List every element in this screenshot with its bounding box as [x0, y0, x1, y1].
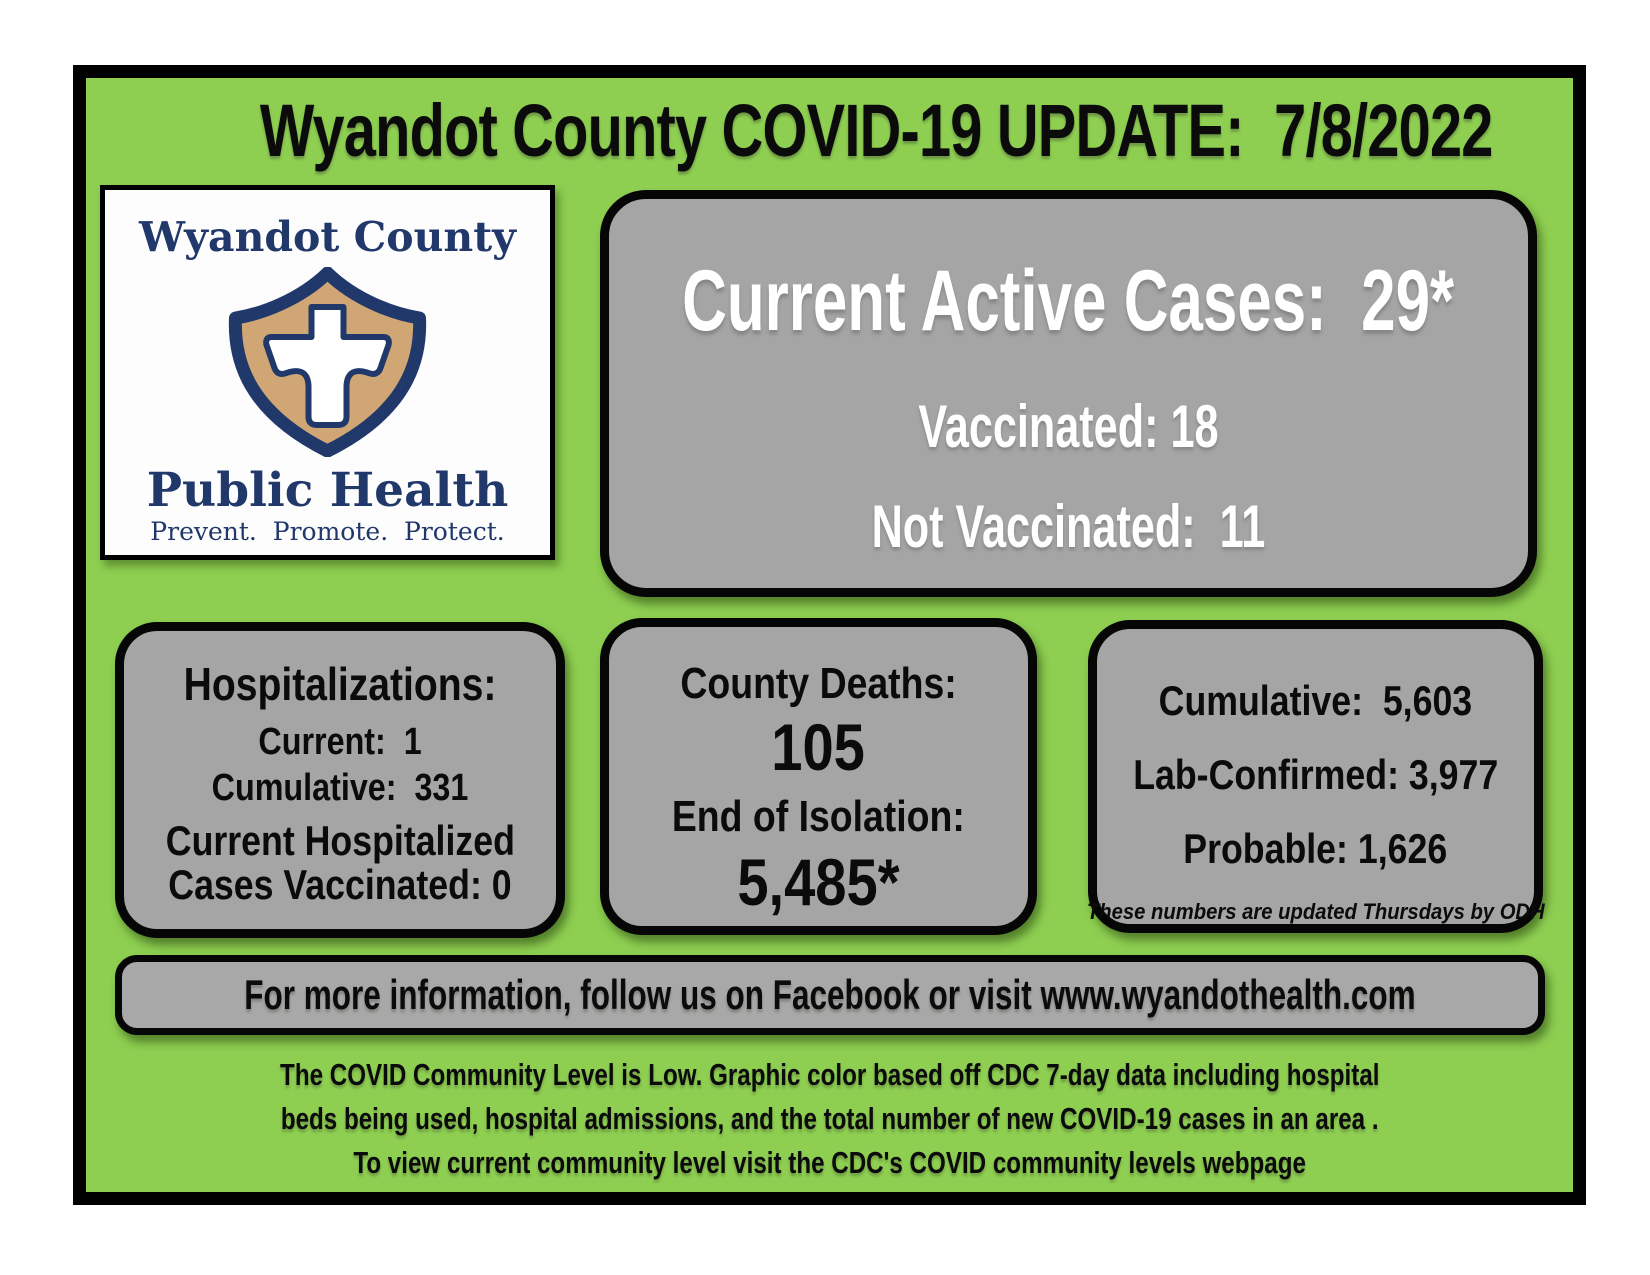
- end-of-isolation-label: End of Isolation:: [672, 792, 965, 841]
- info-bar-text: For more information, follow us on Facebook or visit www.wyandothealth.com: [244, 971, 1416, 1018]
- county-deaths-value: 105: [771, 710, 866, 784]
- note-line: beds being used, hospital admissions, and the total number of new COVID-19 cases in an area .: [280, 1101, 1379, 1136]
- deaths-isolation-card: [600, 618, 1037, 935]
- logo-org-name: Wyandot County: [139, 213, 516, 261]
- info-bar: [115, 955, 1545, 1035]
- logo-card: [100, 185, 555, 560]
- logo-org-type: Public Health: [146, 463, 509, 518]
- active-cases-card: [600, 190, 1537, 597]
- active-cases-headline: Current Active Cases: 29*: [682, 253, 1455, 349]
- page-title-text: Wyandot County COVID-19 UPDATE: 7/8/2022: [259, 89, 1493, 172]
- hospitalizations-cumulative: Cumulative: 331: [211, 767, 469, 809]
- hospitalized-vaccinated-line2: Cases Vaccinated: 0: [168, 861, 512, 908]
- page-title: [86, 89, 1573, 172]
- totals-cumulative: Cumulative: 5,603: [1158, 677, 1473, 724]
- active-cases-vaccinated: Vaccinated: 18: [918, 393, 1219, 460]
- totals-probable: Probable: 1,626: [1183, 825, 1448, 872]
- county-deaths-label: County Deaths:: [680, 659, 957, 708]
- active-cases-not-vaccinated: Not Vaccinated: 11: [871, 493, 1266, 560]
- public-health-shield-icon: [225, 267, 430, 457]
- case-totals-card: [1088, 620, 1543, 933]
- hospitalized-vaccinated-line1: Current Hospitalized: [165, 817, 515, 864]
- hospitalizations-title: Hospitalizations:: [183, 658, 497, 710]
- logo-tagline: Prevent. Promote. Protect.: [150, 517, 505, 546]
- community-level-note: [86, 1053, 1573, 1185]
- end-of-isolation-value: 5,485*: [737, 845, 900, 919]
- hospitalizations-current: Current: 1: [258, 721, 422, 763]
- note-line: To view current community level visit the CDC's COVID community levels webpage: [353, 1145, 1306, 1180]
- hospitalizations-card: [115, 622, 565, 938]
- note-line: The COVID Community Level is Low. Graphic color based off CDC 7-day data including hospital: [279, 1057, 1380, 1092]
- totals-footnote: These numbers are updated Thursdays by ODH: [1086, 899, 1545, 924]
- totals-lab-confirmed: Lab-Confirmed: 3,977: [1132, 751, 1498, 798]
- poster-frame: [73, 65, 1586, 1205]
